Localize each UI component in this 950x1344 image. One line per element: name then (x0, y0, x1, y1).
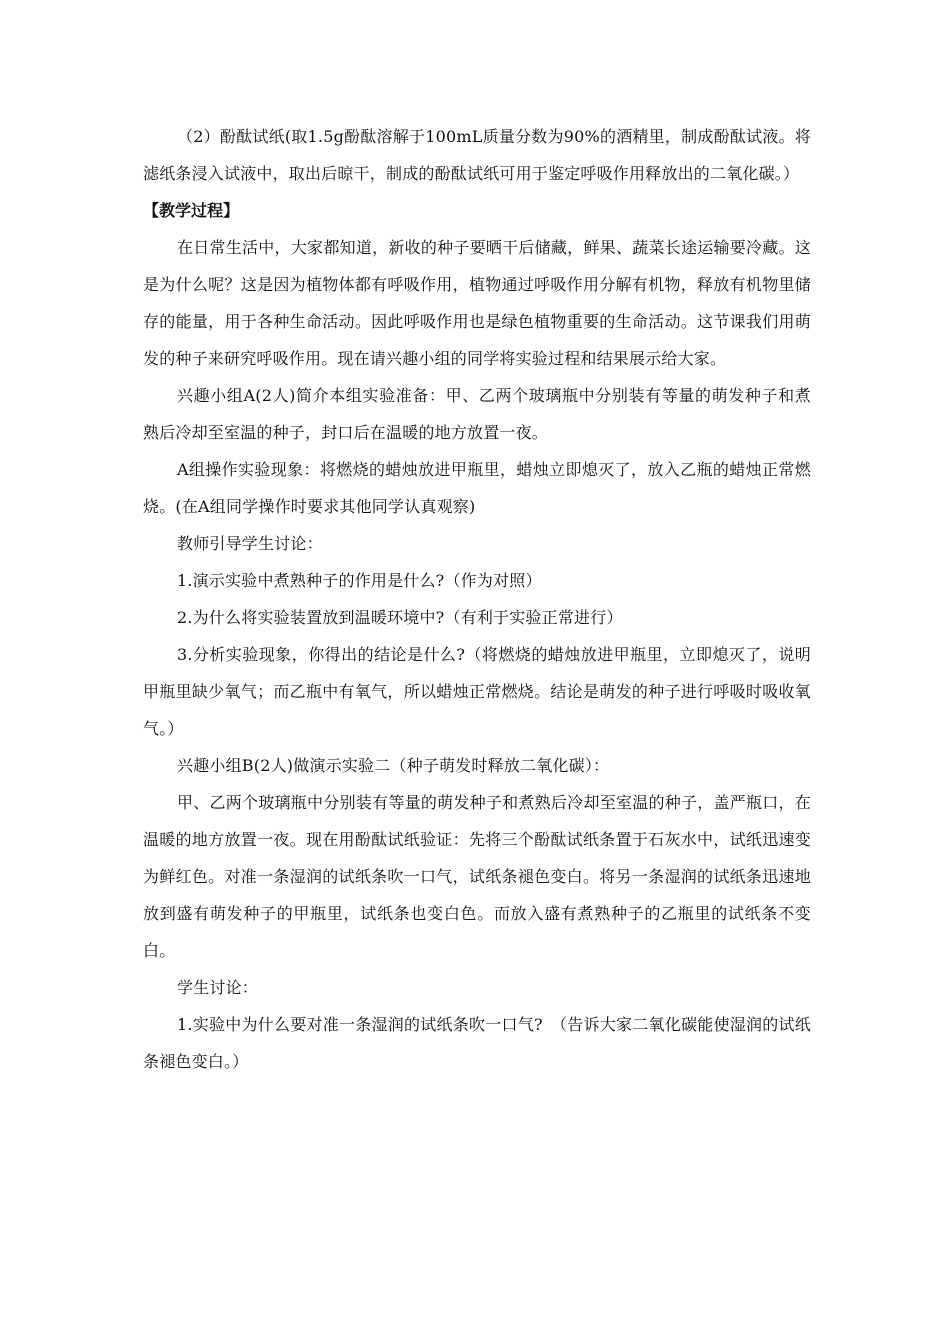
paragraph-introduction: 在日常生活中，大家都知道，新收的种子要晒干后储藏，鲜果、蔬菜长途运输要冷藏。这是为什么呢？这是因为植物体都有呼吸作用，植物通过呼吸作用分解有机物，释放有机物里储存的能量，用于各种生命活动。因此呼吸作用也是绿色植物重要的生命活动。这节课我们用萌发的种子来研究呼吸作用。现在请兴趣小组的同学将实验过程和结果展示给大家。 (143, 238, 811, 368)
paragraph-group-a-phenomenon: A组操作实验现象：将燃烧的蜡烛放进甲瓶里，蜡烛立即熄灭了，放入乙瓶的蜡烛正常燃烧。(在A组同学操作时要求其他同学认真观察) (143, 460, 811, 516)
paragraph-group-a-preparation: 兴趣小组A(2人)简介本组实验准备：甲、乙两个玻璃瓶中分别装有等量的萌发种子和煮熟后冷却至室温的种子，封口后在温暖的地方放置一夜。 (143, 386, 811, 442)
section-heading-teaching-process: 【教学过程】 (143, 201, 240, 220)
paragraph-group-b-experiment: 甲、乙两个玻璃瓶中分别装有等量的萌发种子和煮熟后冷却至室温的种子，盖严瓶口，在温暖的地方放置一夜。现在用酚酞试纸验证：先将三个酚酞试纸条置于石灰水中，试纸迅速变为鲜红色。对准一条湿润的试纸条吹一口气，试纸条褪色变白。将另一条湿润的试纸条迅速地放到盛有萌发种子的甲瓶里，试纸条也变白色。而放入盛有煮熟种子的乙瓶里的试纸条不变白。 (143, 793, 811, 960)
paragraph-student-discussion: 学生讨论： (177, 978, 259, 997)
question-2: 2.为什么将实验装置放到温暖环境中?（有利于实验正常进行） (177, 608, 623, 627)
paragraph-group-b-intro: 兴趣小组B(2人)做演示实验二（种子萌发时释放二氧化碳）： (177, 756, 610, 775)
question-1: 1.演示实验中煮熟种子的作用是什么?（作为对照） (177, 571, 542, 590)
question-3: 3.分析实验现象，你得出的结论是什么?（将燃烧的蜡烛放进甲瓶里，立即熄灭了，说明甲瓶里缺少氧气；而乙瓶中有氧气，所以蜡烛正常燃烧。结论是萌发的种子进行呼吸时吸收氧气。） (143, 645, 811, 738)
student-question-1: 1.实验中为什么要对准一条湿润的试纸条吹一口气? （告诉大家二氧化碳能使湿润的试纸条褪色变白。） (143, 1015, 811, 1071)
paragraph-teacher-guidance: 教师引导学生讨论： (177, 534, 323, 553)
paragraph-phenolphthalein-paper: （2）酚酞试纸(取1.5g酚酞溶解于100mL质量分数为90%的酒精里，制成酚酞试液。将滤纸条浸入试液中，取出后晾干，制成的酚酞试纸可用于鉴定呼吸作用释放出的二氧化碳。） (143, 127, 811, 183)
document-body (143, 118, 811, 1080)
